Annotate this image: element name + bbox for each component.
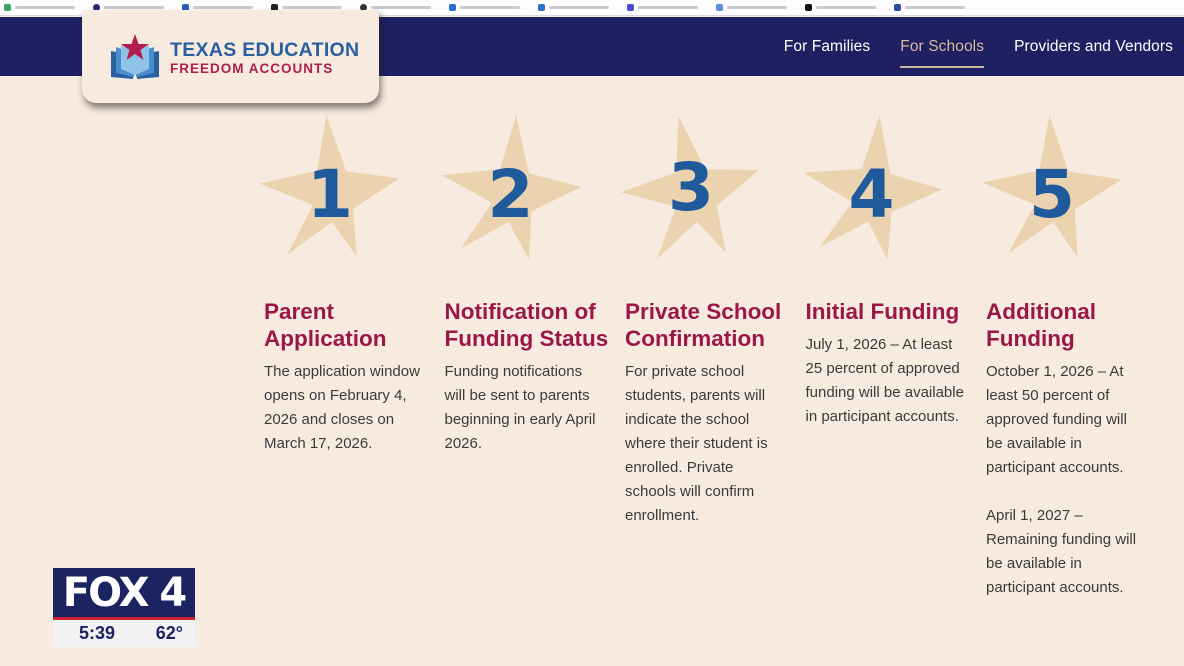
bookmark-label <box>282 6 342 9</box>
bookmark-label <box>104 6 164 9</box>
broadcast-time: 5:39 <box>79 623 116 643</box>
bookmark-label <box>371 6 431 9</box>
step-5 <box>986 112 1167 600</box>
bookmark-favicon-icon <box>538 4 545 11</box>
step-number: 5 <box>1029 155 1075 233</box>
star-book-icon <box>107 33 163 81</box>
step-description <box>806 333 966 429</box>
broadcast-temperature: 62° <box>155 623 183 643</box>
bookmark-label <box>549 6 609 9</box>
step-description <box>264 360 424 456</box>
bookmark-item[interactable] <box>538 3 609 13</box>
bookmark-item[interactable] <box>716 3 787 13</box>
step-text: Funding notifications will be sent to parents beginning in early April 2026. <box>444 363 596 452</box>
logo-subtitle: FREEDOM ACCOUNTS <box>170 60 334 76</box>
step-text: For private school students, parents will indicate the school where their student is enrolled. Private schools will confirm enrollment. <box>625 363 768 524</box>
bookmark-label <box>727 6 787 9</box>
bookmark-label <box>460 6 520 9</box>
main-nav <box>784 17 1173 76</box>
station-logo: FOX 4 <box>53 568 195 620</box>
step-number: 4 <box>848 155 895 233</box>
step-text: April 1, 2027 – Remaining funding will be available in participant accounts. <box>986 507 1137 596</box>
step-3 <box>625 112 806 600</box>
bookmark-label <box>638 6 698 9</box>
nav-for-schools[interactable]: For Schools <box>900 32 984 62</box>
step-number: 1 <box>307 155 353 233</box>
bookmark-item[interactable] <box>627 3 698 13</box>
nav-providers-and-vendors[interactable]: Providers and Vendors <box>1014 37 1173 55</box>
step-1 <box>264 112 445 600</box>
step-2 <box>445 112 626 600</box>
step-description <box>625 360 785 528</box>
bookmark-label <box>905 6 965 9</box>
step-star-badge <box>611 112 771 262</box>
step-title: Private School Confirmation <box>625 299 782 351</box>
bookmark-favicon-icon <box>4 4 11 11</box>
step-text: October 1, 2026 – At least 50 percent of approved funding will be available in participant accounts. <box>986 363 1127 476</box>
step-description <box>986 360 1146 600</box>
bookmark-item[interactable] <box>4 3 75 13</box>
bookmark-item[interactable] <box>805 3 876 13</box>
step-title: Initial Funding <box>805 299 960 324</box>
bookmark-favicon-icon <box>627 4 634 11</box>
step-4 <box>806 112 987 600</box>
step-star-badge <box>431 112 591 262</box>
bookmark-label <box>15 6 75 9</box>
bookmark-item[interactable] <box>449 3 520 13</box>
step-text: The application window opens on February 4, 2026 and closes on March 17, 2026. <box>264 363 420 452</box>
bookmark-item[interactable] <box>894 3 965 13</box>
bookmark-favicon-icon <box>805 4 812 11</box>
steps-timeline <box>264 112 1167 600</box>
step-title: Additional Funding <box>986 299 1096 351</box>
nav-for-families[interactable]: For Families <box>783 37 871 55</box>
bookmark-label <box>193 6 253 9</box>
site-logo[interactable] <box>82 10 379 103</box>
bookmark-label <box>816 6 876 9</box>
bookmark-favicon-icon <box>894 4 901 11</box>
step-title: Notification of Funding Status <box>444 299 609 351</box>
step-number: 3 <box>668 148 714 226</box>
time-temp-bar <box>53 620 195 647</box>
bookmark-favicon-icon <box>716 4 723 11</box>
broadcast-overlay <box>53 568 195 650</box>
step-number: 2 <box>487 155 534 233</box>
logo-title: TEXAS EDUCATION <box>170 38 360 61</box>
step-star-badge <box>972 112 1132 262</box>
step-star-badge <box>250 112 410 262</box>
bookmark-favicon-icon <box>449 4 456 11</box>
step-title: Parent Application <box>264 299 387 351</box>
step-star-badge <box>792 112 952 262</box>
step-text: July 1, 2026 – At least 25 percent of approved funding will be available in participant accounts. <box>805 336 964 425</box>
step-description <box>445 360 605 456</box>
